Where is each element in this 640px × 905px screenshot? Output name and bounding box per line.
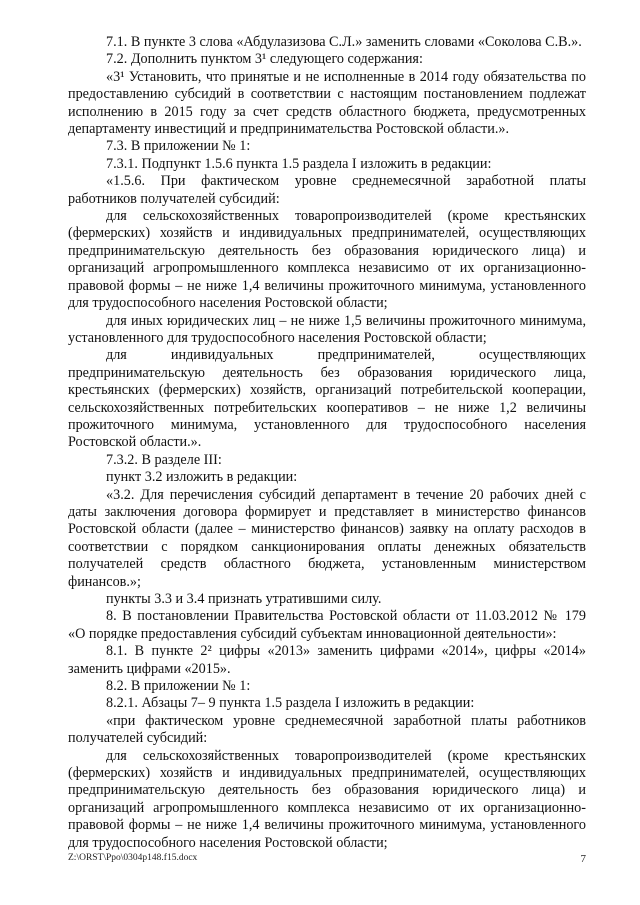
paragraph-3-2-intro: пункт 3.2 изложить в редакции: xyxy=(106,469,298,486)
paragraph-8: 8. В постановлении Правительства Ростовской области от 11.03.2012 № 179 «О порядке предоставления субсидий субъектам инновационной деятельности»: xyxy=(68,608,586,642)
paragraph-3-3-3-4: пункты 3.3 и 3.4 признать утратившими силу. xyxy=(106,591,382,607)
paragraph-8-2-1: 8.2.1. Абзацы 7– 9 пункта 1.5 раздела I изложить в редакции: xyxy=(106,695,475,712)
document-body xyxy=(68,34,586,852)
paragraph-7-3: 7.3. В приложении № 1: xyxy=(106,138,251,155)
file-path: Z:\ORST\Ppo\0304p148.f15.docx xyxy=(68,853,198,863)
paragraph-8-1: 8.1. В пункте 2² цифры «2013» заменить цифрами «2014», цифры «2014» заменить цифрами «2015». xyxy=(68,643,586,677)
paragraph-7-2: 7.2. Дополнить пунктом 3¹ следующего содержания: xyxy=(106,51,423,68)
paragraph-individual-entrepreneurs: для индивидуальных предпринимателей, осуществляющих предпринимательскую деятельность без образования юридического лица, крестьянских (фермерских) хозяйств, организаций потребительской кооперации, сельскохозяйственных потребительских кооперативов – не ниже 1,2 величины прожиточного минимума, установленного для трудоспособного населения Ростовской области.». xyxy=(68,347,586,451)
paragraph-other-legal-entities: для иных юридических лиц – не ниже 1,5 величины прожиточного минимума, установленного для трудоспособного населения Ростовской области; xyxy=(68,312,586,346)
paragraph-3-1-text: «3¹ Установить, что принятые и не исполненные в 2014 году обязательства по предоставлению субсидий в соответствии с настоящим постановлением подлежат исполнению в 2015 году за счет средств областного бюджета, предусмотренных департаменту инвестиций и предпринимательства Ростовской области.». xyxy=(68,68,586,138)
page-number: 7 xyxy=(580,853,586,865)
paragraph-agri-producers: для сельскохозяйственных товаропроизводителей (кроме крестьянских (фермерских) хозяйств и индивидуальных предпринимателей, осуществляющих предпринимательскую деятельность без образования юридического лица) и организаций агропромышленного комплекса независимо от их организационно-правовой формы – не ниже 1,4 величины прожиточного минимума, установленного для трудоспособного населения Ростовской области; xyxy=(68,208,586,312)
paragraph-8-2: 8.2. В приложении № 1: xyxy=(106,678,251,695)
paragraph-1-5-6: «1.5.6. При фактическом уровне среднемесячной заработной платы работников получателей субсидий: xyxy=(68,173,586,207)
paragraph-7-3-1: 7.3.1. Подпункт 1.5.6 пункта 1.5 раздела I изложить в редакции: xyxy=(106,155,492,172)
paragraph-7-1: 7.1. В пункте 3 слова «Абдулазизова С.Л.» заменить словами «Соколова С.В.». xyxy=(106,34,582,50)
paragraph-agri-producers-2: для сельскохозяйственных товаропроизводителей (кроме крестьянских (фермерских) хозяйств и индивидуальных предпринимателей, осуществляющих предпринимательскую деятельность без образования юридического лица) и организаций агропромышленного комплекса независимо от их организационно-правовой формы – не ниже 1,4 величины прожиточного минимума, установленного для трудоспособного населения Ростовской области; xyxy=(68,747,586,851)
paragraph-7-3-2: 7.3.2. В разделе III: xyxy=(106,451,222,468)
paragraph-3-2-text: «3.2. Для перечисления субсидий департамент в течение 20 рабочих дней с даты заключения договора формирует и представляет в министерство финансов Ростовской области (далее – министерство финансов) заявку на оплату расходов в соответствии с порядком санкционирования оплаты денежных обязательств получателей средств областного бюджета, установленным министерством финансов.»; xyxy=(68,486,586,590)
paragraph-wage-level: «при фактическом уровне среднемесячной заработной платы работников получателей субсидий: xyxy=(68,712,586,747)
